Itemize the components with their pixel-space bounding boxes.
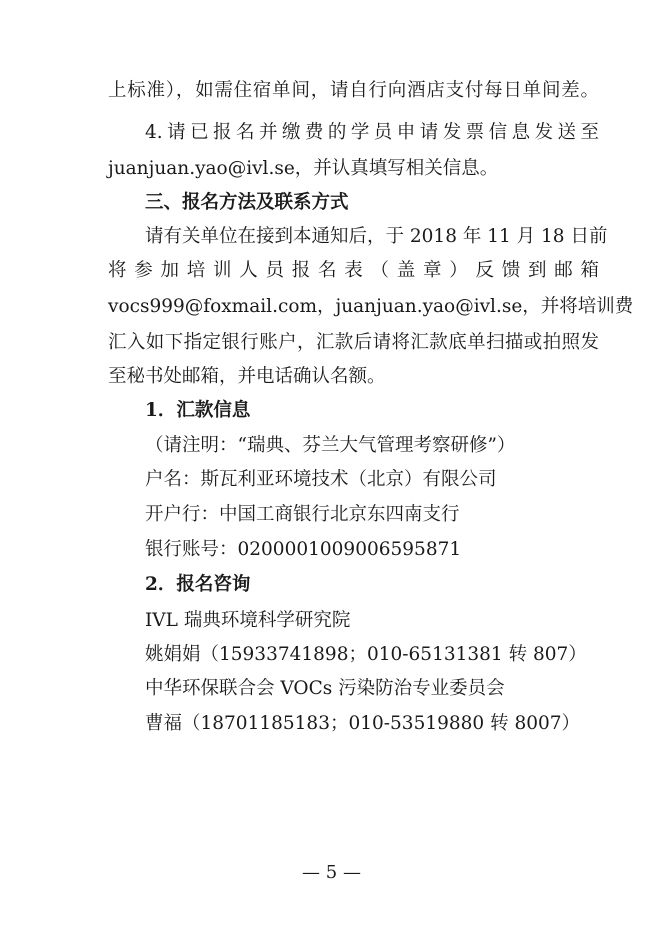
subsection-heading: 1．汇款信息	[145, 400, 251, 421]
paragraph-line: 开户行：中国工商银行北京东四南支行	[145, 504, 460, 525]
paragraph-line: 姚娟娟（15933741898；010-65131381 转 807）	[145, 644, 587, 665]
paragraph-line: 汇入如下指定银行账户，汇款后请将汇款底单扫描或拍照发	[108, 332, 599, 353]
paragraph-line: juanjuan.yao@ivl.se，并认真填写相关信息。	[108, 158, 499, 179]
paragraph-line: vocs999@foxmail.com，juanjuan.yao@ivl.se，并将培训费	[108, 296, 634, 317]
paragraph-line: 将参加培训人员报名表（盖章）反馈到邮箱	[108, 260, 599, 281]
paragraph-line: 曹福（18701185183；010-53519880 转 8007）	[145, 713, 581, 734]
paragraph-line: 至秘书处邮箱，并电话确认名额。	[108, 366, 386, 387]
subsection-heading: 2．报名咨询	[145, 574, 251, 595]
paragraph-line: 4.请已报名并缴费的学员申请发票信息发送至	[145, 122, 599, 143]
paragraph-line: 户名：斯瓦利亚环境技术（北京）有限公司	[145, 469, 497, 490]
paragraph-line: （请注明：“瑞典、芬兰大气管理考察研修”）	[145, 435, 516, 456]
paragraph-line: 请有关单位在接到本通知后，于 2018 年 11 月 18 日前	[145, 226, 608, 247]
paragraph-line: 中华环保联合会 VOCs 污染防治专业委员会	[145, 678, 505, 699]
page-number: — 5 —	[302, 862, 361, 883]
paragraph-line: 银行账号：0200001009006595871	[145, 539, 462, 560]
paragraph-line: 上标准），如需住宿单间，请自行向酒店支付每日单间差。	[108, 80, 599, 101]
paragraph-line: IVL 瑞典环境科学研究院	[145, 610, 351, 631]
section-heading: 三、报名方法及联系方式	[145, 192, 349, 213]
